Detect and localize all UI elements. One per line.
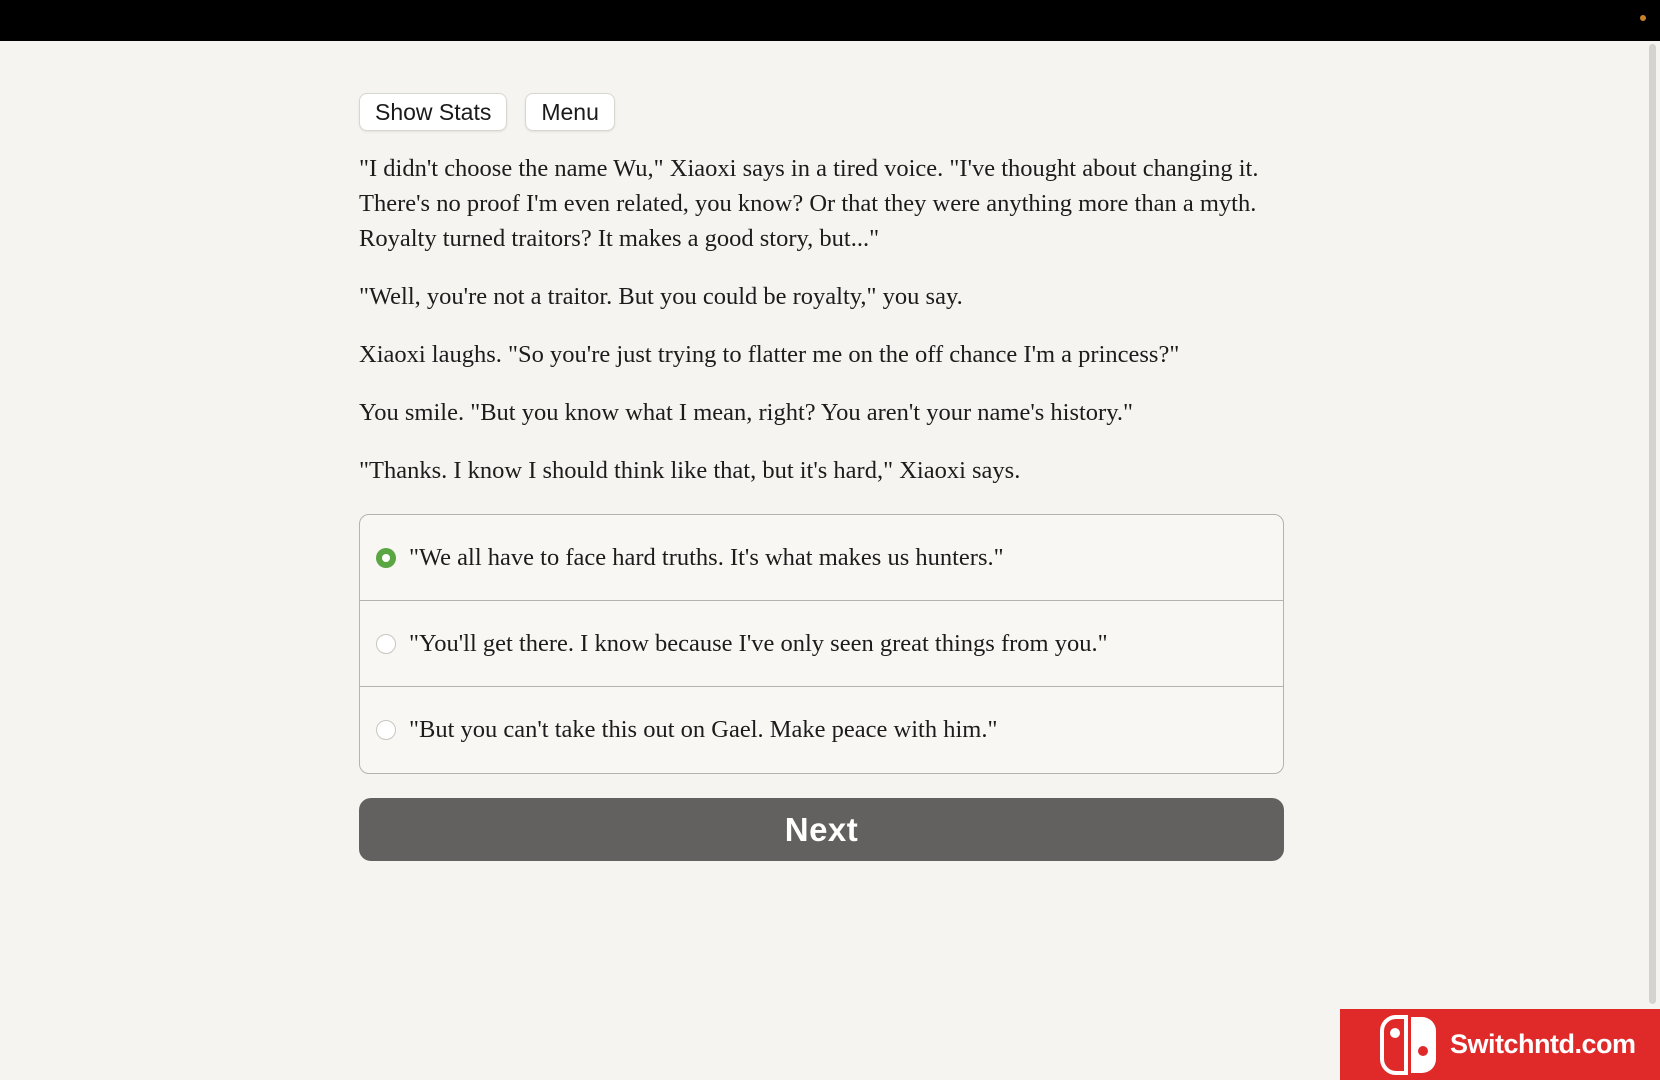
watermark-text: Switchntd.com [1450,1029,1636,1059]
choice-option[interactable] [360,601,1283,687]
story-paragraph: "Thanks. I know I should think like that, but it's hard," Xiaoxi says. [359,457,1021,484]
choice-list [359,514,1284,774]
scrollbar[interactable] [1649,44,1656,1004]
radio-button-icon[interactable] [376,634,396,654]
choice-option[interactable] [360,687,1283,773]
radio-button-icon[interactable] [376,720,396,740]
radio-button-icon[interactable] [376,548,396,568]
watermark-banner [1340,1009,1660,1080]
choice-label: "But you can't take this out on Gael. Make peace with him." [409,716,998,743]
choice-option[interactable] [360,515,1283,601]
status-dot-icon [1640,15,1646,21]
next-button[interactable]: Next [359,798,1284,861]
story-paragraph: You smile. "But you know what I mean, right? You aren't your name's history." [359,399,1133,426]
story-paragraph: Xiaoxi laughs. "So you're just trying to flatter me on the off chance I'm a princess?" [359,341,1180,368]
menu-button[interactable]: Menu [525,93,615,131]
top-bar [0,0,1660,41]
switch-logo-icon [1378,1015,1440,1075]
story-paragraph: "I didn't choose the name Wu," Xiaoxi says in a tired voice. "I've thought about changing it. There's no proof I'm even related, you know? Or that they were anything more than a myth. Royalty turned traitors? It makes a good story, but..." [359,155,1259,252]
toolbar [359,93,1284,131]
story-container [359,93,1284,861]
show-stats-button[interactable]: Show Stats [359,93,507,131]
choice-label: "You'll get there. I know because I've only seen great things from you." [409,629,1108,657]
story-paragraph: "Well, you're not a traitor. But you could be royalty," you say. [359,283,963,310]
choice-label: "We all have to face hard truths. It's what makes us hunters." [409,543,1004,571]
